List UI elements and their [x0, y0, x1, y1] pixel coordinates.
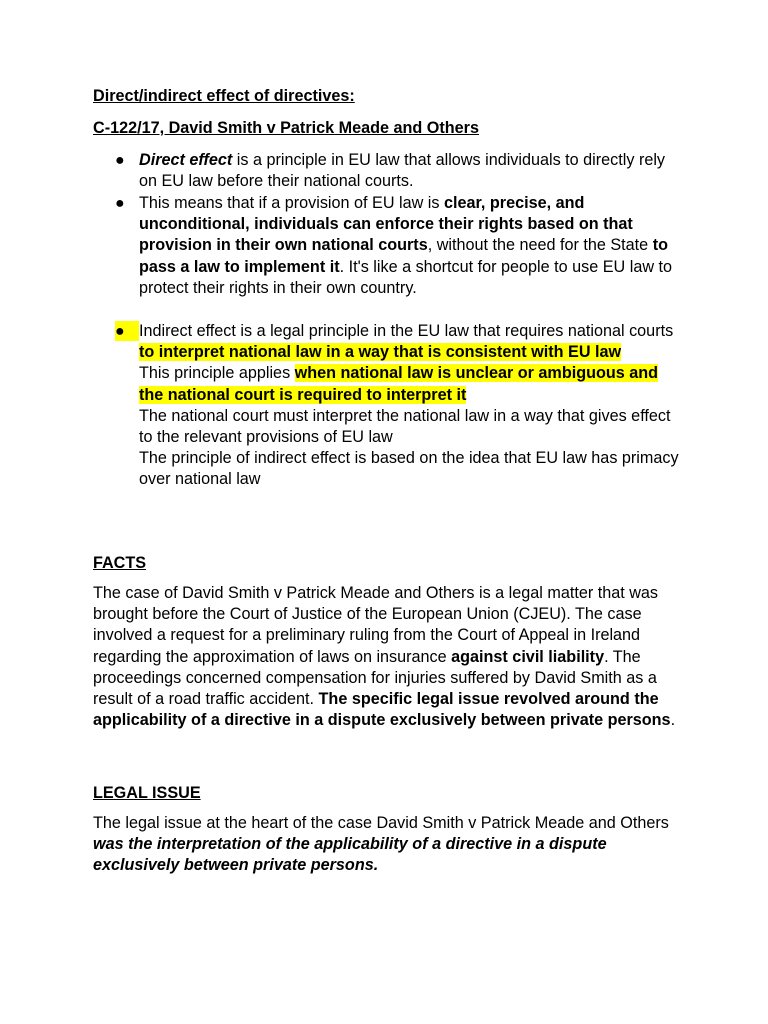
legal-issue-paragraph	[93, 813, 683, 877]
text-run: is a principle in EU law that allows individuals to directly rely on EU law before their national courts.	[139, 151, 666, 191]
facts-paragraph	[93, 583, 683, 731]
indirect-para-2	[139, 363, 685, 405]
highlight-run: when national law is unclear or ambiguous and the national court is required to interpret it	[139, 364, 659, 404]
text-run: The case of David Smith v Patrick Meade and Others is a legal matter that was brought before the Court of Justice of the European Union (CJEU). The case involved a request for a preliminary ruling from the Court of Appeal in Ireland regarding the approximation of laws on insurance	[93, 584, 659, 666]
bullet-icon: ●	[115, 195, 125, 212]
indirect-para-4: The principle of indirect effect is based on the idea that EU law has primacy over national law	[139, 449, 679, 489]
text-run: The legal issue at the heart of the case David Smith v Patrick Meade and Others	[93, 814, 669, 832]
text-run: This means that if a provision of EU law is	[139, 194, 444, 212]
highlight-run: to interpret national law in a way that is consistent with EU law	[139, 343, 622, 362]
text-run: . The proceedings concerned compensation for injuries suffered by David Smith as a result of a road traffic accident.	[93, 647, 657, 709]
indirect-para-1	[139, 321, 685, 363]
text-run: .	[670, 711, 676, 730]
bold-run: clear, precise, and unconditional, individuals can enforce their rights based on that provision in their own national courts	[139, 194, 633, 255]
list-item-text	[139, 321, 685, 491]
bold-italic-run: was the interpretation of the applicability of a directive in a dispute exclusively between private persons.	[93, 835, 607, 875]
case-citation-heading: C-122/17, David Smith v Patrick Meade and Others	[93, 119, 479, 137]
bullet-icon: ●	[115, 152, 125, 169]
section-heading-direct-indirect: Direct/indirect effect of directives:	[93, 87, 355, 105]
bold-run: to pass a law to implement it	[139, 236, 668, 276]
indirect-para-3: The national court must interpret the national law in a way that gives effect to the relevant provisions of EU law	[139, 406, 671, 447]
list-item-text	[139, 193, 685, 299]
text-run: This principle applies	[139, 364, 295, 383]
text-run: , without the need for the State	[427, 236, 653, 255]
facts-heading: FACTS	[93, 554, 147, 572]
bullet-icon: ●	[115, 321, 139, 341]
text-run: . It's like a shortcut for people to use EU law to protect their rights in their own country.	[139, 257, 673, 297]
bold-run: The specific legal issue revolved around the applicability of a directive in a dispute exclusively between private persons	[93, 690, 671, 730]
legal-issue-heading: LEGAL ISSUE	[93, 784, 201, 802]
list-item-text	[139, 150, 685, 192]
term-direct-effect: Direct effect	[139, 151, 233, 169]
text-run: Indirect effect is a legal principle in the EU law that requires national courts	[139, 322, 674, 340]
bold-run: against civil liability	[451, 647, 605, 666]
